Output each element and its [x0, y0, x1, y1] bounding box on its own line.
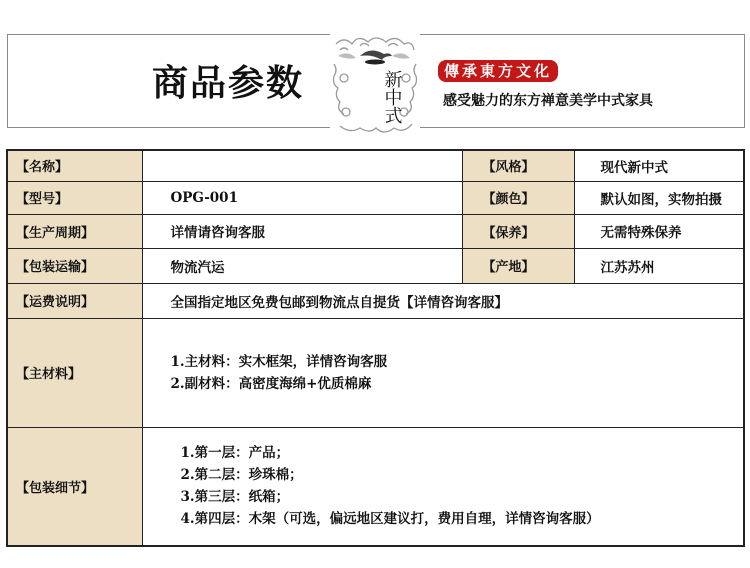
- product-params-table: [6, 149, 745, 547]
- label-name: 【名称】: [7, 150, 142, 181]
- value-name: [142, 150, 462, 181]
- label-materials: 【主材料】: [7, 318, 142, 427]
- value-style: 现代新中式: [574, 150, 744, 181]
- emblem-logo: [330, 34, 420, 138]
- packaging-line: 2.第二层：珍珠棉；: [180, 467, 303, 484]
- value-production-cycle: 详情请咨询客服: [142, 214, 462, 248]
- label-shipping: 【运费说明】: [7, 283, 142, 318]
- value-packaging-transport: 物流汽运: [142, 248, 462, 283]
- value-packaging-details: [142, 427, 744, 546]
- materials-line: 2.副材料：高密度海绵+优质棉麻: [170, 375, 372, 392]
- table-row: [7, 248, 744, 283]
- label-style: 【风格】: [462, 150, 574, 181]
- table-row: [7, 283, 744, 318]
- packaging-line: 4.第四层：木架（可选，偏远地区建议打，费用自理，详情咨询客服）: [180, 511, 600, 528]
- materials-line: 1.主材料：实木框架，详情咨询客服: [170, 353, 388, 370]
- value-origin: 江苏苏州: [574, 248, 744, 283]
- ribbon-badge: 傳承東方文化: [438, 60, 558, 82]
- table-row: [7, 214, 744, 248]
- page-title: 商品参数: [152, 62, 305, 104]
- table-row: [7, 150, 744, 181]
- packaging-line: 3.第三层：纸箱；: [180, 489, 290, 506]
- table-row: [7, 427, 744, 546]
- label-origin: 【产地】: [462, 248, 574, 283]
- value-shipping: 全国指定地区免费包邮到物流点自提货【详情咨询客服】: [142, 283, 744, 318]
- table-row: [7, 181, 744, 214]
- label-production-cycle: 【生产周期】: [7, 214, 142, 248]
- header-subtitle: 感受魅力的东方禅意美学中式家具: [443, 93, 653, 109]
- label-color: 【颜色】: [462, 181, 574, 214]
- table-row: [7, 318, 744, 427]
- value-maintenance: 无需特殊保养: [574, 214, 744, 248]
- label-packaging-details: 【包装细节】: [7, 427, 142, 546]
- value-model: OPG-001: [142, 181, 462, 214]
- label-maintenance: 【保养】: [462, 214, 574, 248]
- value-color: 默认如图，实物拍摄: [574, 181, 744, 214]
- value-materials: [142, 318, 744, 427]
- label-packaging-transport: 【包装运输】: [7, 248, 142, 283]
- emblem-text: 新中式: [381, 70, 403, 124]
- label-model: 【型号】: [7, 181, 142, 214]
- packaging-line: 1.第一层：产品；: [180, 445, 290, 462]
